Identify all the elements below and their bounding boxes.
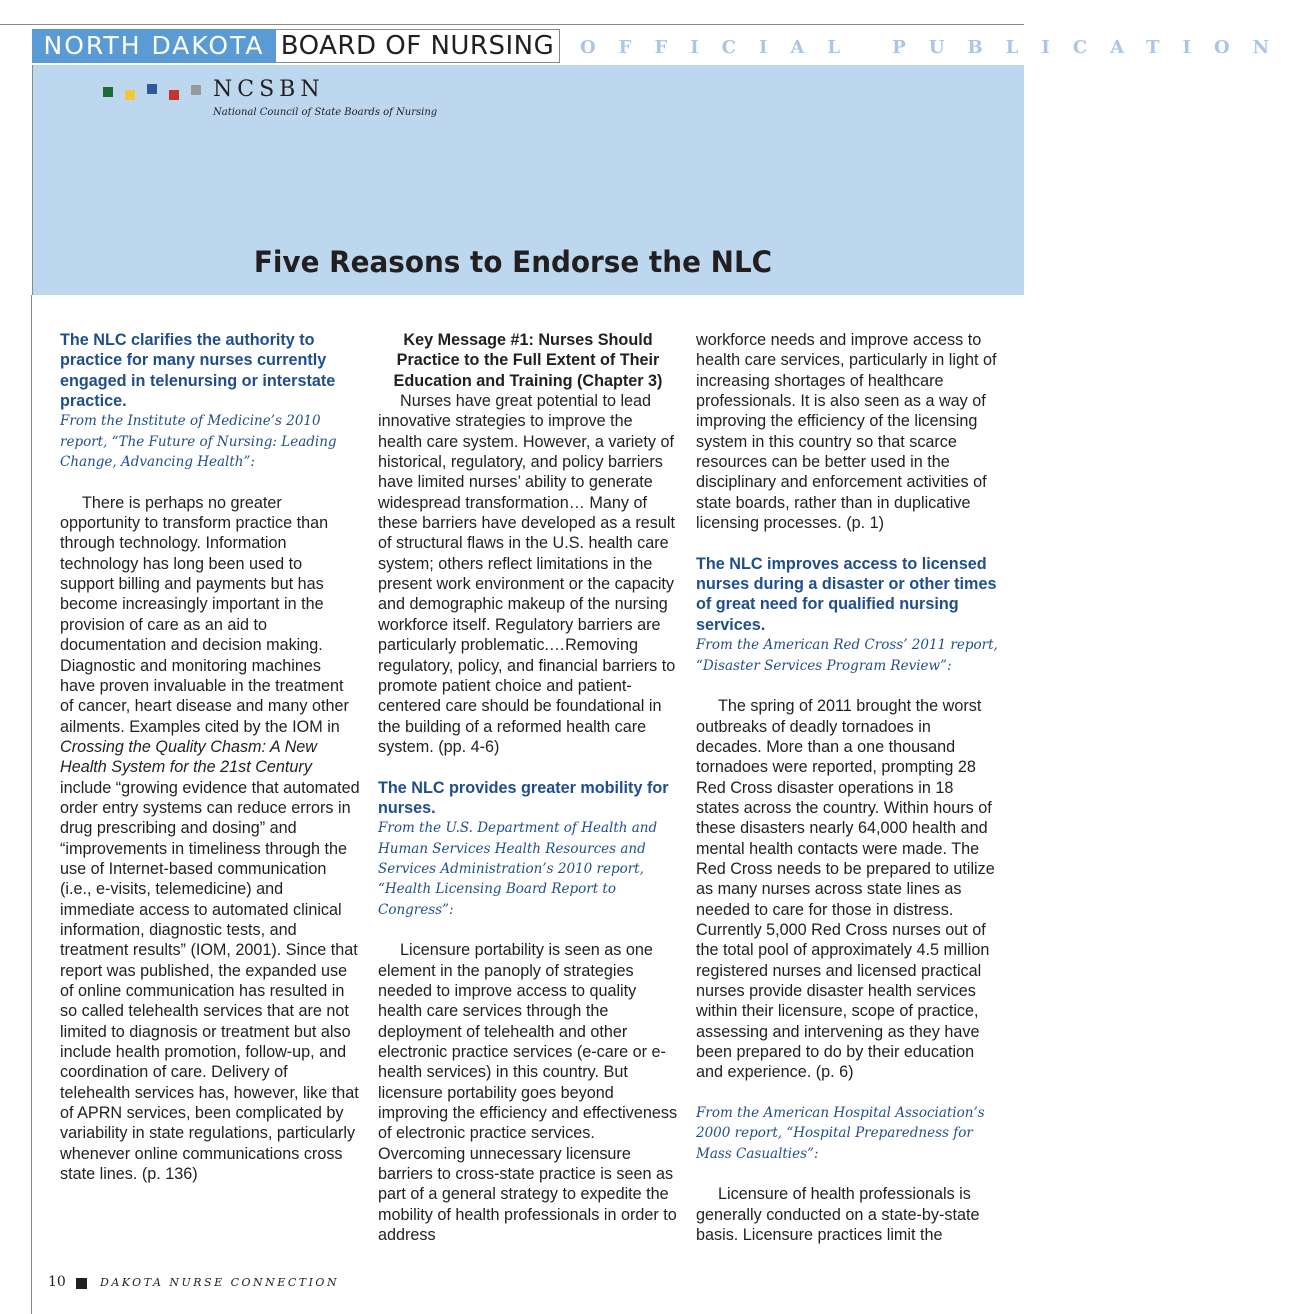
board-name: BOARD OF NURSING bbox=[276, 29, 560, 63]
column-3 bbox=[696, 330, 1001, 1245]
logo-square-icon bbox=[103, 87, 113, 97]
column-1 bbox=[60, 330, 360, 1184]
body-paragraph: Licensure of health professionals is generally conducted on a state-by-state basis. Licensure practices limit the bbox=[696, 1185, 980, 1245]
publication-name: DAKOTA NURSE CONNECTION bbox=[100, 1276, 340, 1289]
column-2 bbox=[378, 330, 678, 1245]
footer-square-icon bbox=[76, 1278, 87, 1289]
logo-square-icon bbox=[191, 85, 201, 95]
left-rule bbox=[31, 295, 32, 1314]
source-citation: From the Institute of Medicine’s 2010 report, “The Future of Nursing: Leading Change, Advancing Health”: bbox=[60, 413, 337, 471]
article-headline: Five Reasons to Endorse the NLC bbox=[253, 245, 773, 279]
body-paragraph bbox=[60, 493, 360, 1185]
body-paragraph: The spring of 2011 brought the worst outbreaks of deadly tornadoes in decades. More than a one thousand tornadoes were reported, prompting 28 Red Cross disaster operations in 18 states across the country. Within hours of these disasters nearly 64,000 health and mental health contacts were made. The Red Cross needs to be prepared to utilize as many nurses across state lines as needed to care for those in distress. Currently 5,000 Red Cross nurses out of the total pool of approximately 4.5 million registered nurses and licensed practical nurses provide disaster health services within their licensure, scope of practice, assessing and intervening as they have been prepared to do by their education and experience. (p. 6) bbox=[696, 697, 995, 1082]
official-publication-label: OFFICIAL PUBLICATION bbox=[580, 37, 1292, 58]
body-text: There is perhaps no greater opportunity to transform practice than through technology. Information technology has long been used to support billing and payments but has become increasingly important in the provision of care as an aid to documentation and decision making. Diagnostic and monitoring machines have proven invaluable in the treatment of cancer, heart disease and many other ailments. Examples cited by the IOM in bbox=[60, 493, 349, 736]
body-paragraph: workforce needs and improve access to health care services, particularly in light of increasing shortages of healthcare professionals. It is also seen as a way of improving the efficiency of the licensing system in this country so that scarce resources can be better used in the disciplinary and enforcement activities of state boards, rather than in duplicative licensing processes. (p. 1) bbox=[696, 331, 997, 533]
book-title: Crossing the Quality Chasm: A New Health System for the 21st Century bbox=[60, 737, 317, 777]
ncsbn-subtitle: National Council of State Boards of Nursing bbox=[213, 107, 438, 118]
section-heading: The NLC clarifies the authority to practice for many nurses currently engaged in telenursing or interstate practice. bbox=[60, 331, 336, 411]
section-heading: The NLC provides greater mobility for nurses. bbox=[378, 778, 669, 817]
body-paragraph: Nurses have great potential to lead innovative strategies to improve the health care system. However, a variety of historical, regulatory, and policy barriers have limited nurses’ ability to generate widespread transformation… Many of these barriers have developed as a result of structural flaws in the U.S. health care system; others reflect limitations in the present work environment or the capacity and demographic makeup of the nursing workforce itself. Regulatory barriers are particularly problematic.…Removing regulatory, policy, and financial barriers to promote patient choice and patient-centered care should be foundational in the building of a reformed health care system. (pp. 4-6) bbox=[378, 392, 676, 756]
body-text: include “growing evidence that automated order entry systems can reduce errors in drug prescribing and dosing” and “improvements in timeliness through the use of Internet-based communication (i.e., e-visits, telemedicine) and immediate access to automated clinical information, diagnostic tests, and treatment results” (IOM, 2001). Since that report was published, the expanded use of online communication has resulted in so called telehealth services that are not limited to diagnosis or treatment but also include health promotion, follow-up, and coordination of care. Delivery of telehealth services has, however, like that of APRN services, been complicated by variability in state regulations, particularly whenever online communications cross state lines. (p. 136) bbox=[60, 778, 360, 1184]
header-banner bbox=[32, 65, 1024, 295]
source-citation: From the American Hospital Association’s 2000 report, “Hospital Preparedness for Mass Casualties”: bbox=[696, 1105, 985, 1162]
logo-square-icon bbox=[125, 90, 135, 100]
section-heading: The NLC improves access to licensed nurses during a disaster or other times of great need for qualified nursing services. bbox=[696, 554, 997, 634]
page-number: 10 bbox=[48, 1274, 66, 1290]
masthead bbox=[0, 24, 1292, 66]
state-name: NORTH DAKOTA bbox=[32, 29, 276, 63]
body-paragraph: Licensure portability is seen as one element in the panoply of strategies needed to improve access to quality health care services through the deployment of telehealth and other electronic practice services (e-care or e-health services) in this country. But licensure portability goes beyond improving the efficiency and effectiveness of electronic practice services. Overcoming unnecessary licensure barriers to cross-state practice is seen as part of a general strategy to expedite the mobility of health professionals in order to address bbox=[378, 941, 678, 1245]
source-citation: From the U.S. Department of Health and Human Services Health Resources and Services Administration’s 2010 report, “Health Licensing Board Report to Congress”: bbox=[378, 820, 658, 918]
logo-square-icon bbox=[147, 84, 157, 94]
key-message-heading: Key Message #1: Nurses Should Practice to the Full Extent of Their Education and Training (Chapter 3) bbox=[393, 331, 663, 390]
ncsbn-logo-text: NCSBN bbox=[213, 77, 325, 102]
logo-square-icon bbox=[169, 90, 179, 100]
source-citation: From the American Red Cross’ 2011 report, “Disaster Services Program Review”: bbox=[696, 637, 998, 674]
